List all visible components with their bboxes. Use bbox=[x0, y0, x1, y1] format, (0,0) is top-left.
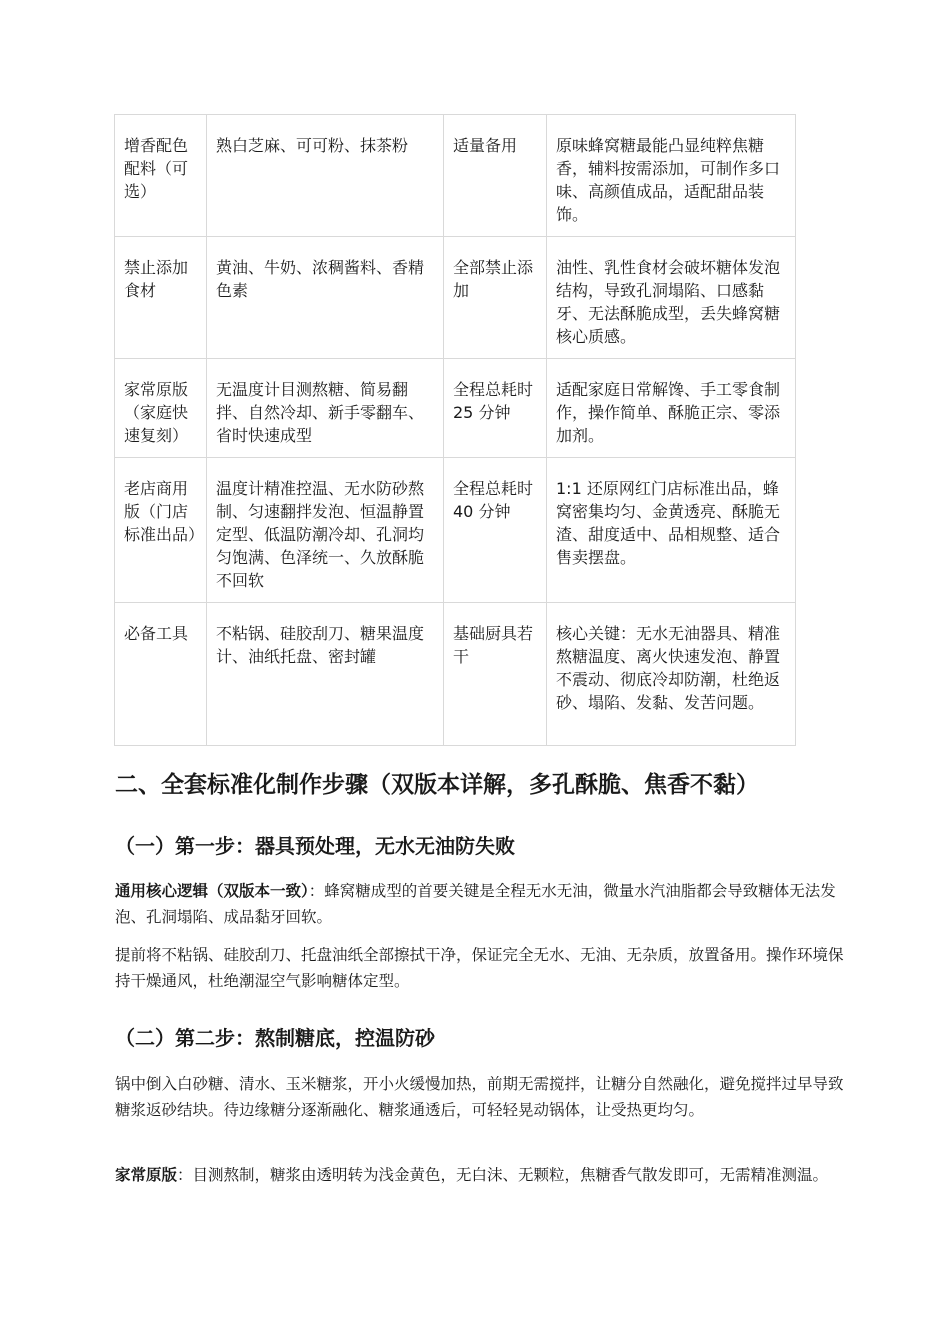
table-row bbox=[115, 115, 796, 237]
table-cell: 增香配色配料（可选） bbox=[115, 115, 207, 237]
table-cell: 必备工具 bbox=[115, 603, 207, 746]
step2-paragraph-2 bbox=[115, 1162, 845, 1188]
step2-paragraph-1: 锅中倒入白砂糖、清水、玉米糖浆，开小火缓慢加热，前期无需搅拌，让糖分自然融化，避免搅拌过早导致糖浆返砂结块。待边缘糖分逐渐融化、糖浆通透后，可轻轻晃动锅体，让受热更均匀。 bbox=[115, 1075, 844, 1119]
table-row bbox=[115, 359, 796, 458]
step2-heading: （二）第二步：熬制糖底，控温防砂 bbox=[115, 1026, 435, 1050]
table-cell: 温度计精准控温、无水防砂熬制、匀速翻拌发泡、恒温静置定型、低温防潮冷却、孔洞均匀饱满、色泽统一、久放酥脆不回软 bbox=[207, 458, 444, 603]
table-cell: 原味蜂窝糖最能凸显纯粹焦糖香，辅料按需添加，可制作多口味、高颜值成品，适配甜品装饰。 bbox=[547, 115, 796, 237]
table-row bbox=[115, 458, 796, 603]
table-cell: 全程总耗时 25 分钟 bbox=[444, 359, 547, 458]
table-cell: 1:1 还原网红门店标准出品，蜂窝密集均匀、金黄透亮、酥脆无渣、甜度适中、品相规整、适合售卖摆盘。 bbox=[547, 458, 796, 603]
table-cell: 全部禁止添加 bbox=[444, 237, 547, 359]
step1-paragraph-2: 提前将不粘锅、硅胶刮刀、托盘油纸全部擦拭干净，保证完全无水、无油、无杂质，放置备用。操作环境保持干燥通风，杜绝潮湿空气影响糖体定型。 bbox=[115, 946, 844, 990]
step2-bold-lead: 家常原版 bbox=[115, 1166, 178, 1184]
table-cell: 适配家庭日常解馋、手工零食制作，操作简单、酥脆正宗、零添加剂。 bbox=[547, 359, 796, 458]
recipe-info-table bbox=[114, 114, 796, 746]
table-cell: 基础厨具若干 bbox=[444, 603, 547, 746]
table-cell: 核心关键：无水无油器具、精准熬糖温度、离火快速发泡、静置不震动、彻底冷却防潮，杜绝返砂、塌陷、发黏、发苦问题。 bbox=[547, 603, 796, 746]
step1-paragraph-1 bbox=[115, 878, 845, 930]
table-cell: 熟白芝麻、可可粉、抹茶粉 bbox=[207, 115, 444, 237]
table-cell: 家常原版（家庭快速复刻） bbox=[115, 359, 207, 458]
table-cell: 黄油、牛奶、浓稠酱料、香精色素 bbox=[207, 237, 444, 359]
table-cell: 不粘锅、硅胶刮刀、糖果温度计、油纸托盘、密封罐 bbox=[207, 603, 444, 746]
step2-paragraph-2-text: ：目测熬制，糖浆由透明转为浅金黄色，无白沫、无颗粒，焦糖香气散发即可，无需精准测温。 bbox=[177, 1166, 829, 1184]
table-cell: 适量备用 bbox=[444, 115, 547, 237]
section-heading: 二、全套标准化制作步骤（双版本详解，多孔酥脆、焦香不黏） bbox=[115, 772, 759, 798]
table-cell: 油性、乳性食材会破坏糖体发泡结构，导致孔洞塌陷、口感黏牙、无法酥脆成型，丢失蜂窝糖核心质感。 bbox=[547, 237, 796, 359]
table-cell: 无温度计目测熬糖、简易翻拌、自然冷却、新手零翻车、省时快速成型 bbox=[207, 359, 444, 458]
step1-heading: （一）第一步：器具预处理，无水无油防失败 bbox=[115, 834, 515, 858]
table-row bbox=[115, 237, 796, 359]
table-cell: 全程总耗时 40 分钟 bbox=[444, 458, 547, 603]
step1-paragraph-1-text: ：蜂窝糖成型的首要关键是全程无水无油，微量水汽油脂都会导致糖体无法发泡、孔洞塌陷、成品黏牙回软。 bbox=[115, 882, 836, 926]
table-row bbox=[115, 603, 796, 746]
step1-bold-lead: 通用核心逻辑（双版本一致） bbox=[115, 882, 309, 900]
table-cell: 禁止添加食材 bbox=[115, 237, 207, 359]
table-cell: 老店商用版（门店标准出品） bbox=[115, 458, 207, 603]
